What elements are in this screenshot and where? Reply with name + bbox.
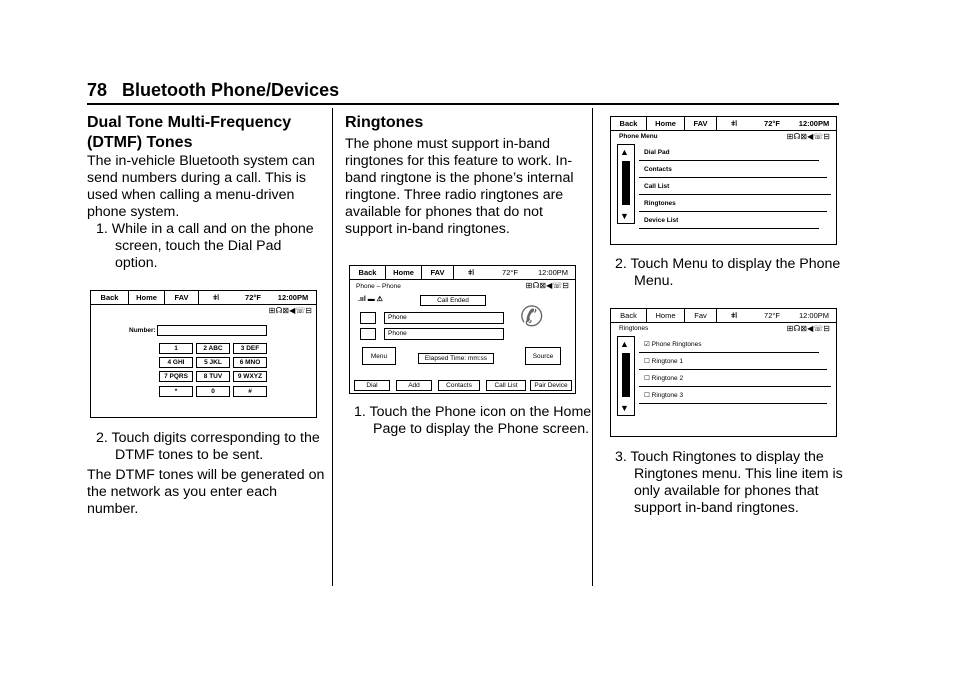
dtmf-step-2: 2. Touch digits corresponding to the DTMF tones to be sent. [96, 430, 320, 463]
scroll-down-icon[interactable]: ▼ [620, 403, 629, 413]
key-hash[interactable]: # [233, 386, 267, 397]
key-5[interactable]: 5 JKL [196, 357, 230, 368]
call-list-button[interactable]: Call List [486, 380, 526, 391]
signal-icon: ǂ⦚ [213, 293, 219, 302]
scroll-thumb[interactable] [622, 353, 630, 397]
key-9[interactable]: 9 WXYZ [233, 371, 267, 382]
contacts-button[interactable]: Contacts [438, 380, 480, 391]
handset-icon: ✆ [520, 301, 544, 332]
ringtones-step-1: 1. Touch the Phone icon on the Home Page to display the Phone screen. [354, 404, 592, 437]
signal-strength-icon: .ııl ▬ ⚠ [358, 296, 383, 303]
ringtone-item-1[interactable] [639, 353, 827, 370]
clock: 12:00PM [798, 311, 830, 320]
ringtones-step-3: 3. Touch Ringtones to display the Ringtones menu. This line item is only available for phones that support in-band ringtones. [615, 449, 843, 516]
header-rule [87, 103, 839, 105]
menu-item-contacts[interactable]: Contacts [639, 161, 827, 178]
scroll-up-icon[interactable]: ▲ [620, 147, 629, 157]
source-button[interactable]: Source [525, 347, 561, 365]
line2-icon[interactable] [360, 328, 376, 340]
ringtone-item-2[interactable] [639, 370, 831, 387]
temperature: 72°F [245, 293, 261, 302]
ringtone-label: Ringtone 1 [651, 358, 684, 365]
menu-item-ringtones[interactable]: Ringtones [639, 195, 827, 212]
clock: 12:00PM [537, 268, 569, 277]
fav-button[interactable]: FAV [685, 117, 717, 130]
scroll-up-icon[interactable]: ▲ [620, 339, 629, 349]
elapsed-time: Elapsed Time: mm:ss [418, 353, 494, 364]
back-button[interactable]: Back [611, 117, 647, 130]
fav-button[interactable]: FAV [422, 266, 454, 279]
key-7[interactable]: 7 PQRS [159, 371, 193, 382]
checkbox-checked-icon[interactable]: ☑ [644, 341, 650, 348]
scrollbar[interactable] [617, 336, 635, 416]
pair-device-button[interactable]: Pair Device [530, 380, 572, 391]
checkbox-icon[interactable]: ☐ [644, 358, 650, 365]
ringtones-intro: The phone must support in-band ringtones for this feature to work. In-band ringtone is the phone’s internal ringtone. Three radio ringtones are available for phones that do not support in-band ringtones. [345, 136, 574, 237]
section-title: Bluetooth Phone/Devices [122, 80, 340, 100]
home-button[interactable]: Home [647, 309, 685, 322]
phone-line-2[interactable]: Phone [384, 328, 504, 340]
temperature: 72°F [502, 268, 518, 277]
scroll-down-icon[interactable]: ▼ [620, 211, 629, 221]
phone-menu-screenshot [610, 116, 837, 245]
status-icons: ⊞☊⊠◀☏⊟ [786, 324, 830, 333]
dial-button[interactable]: Dial [354, 380, 390, 391]
key-0[interactable]: 0 [196, 386, 230, 397]
signal-icon: ǂ⦚ [731, 311, 737, 320]
status-icons: ⊞☊⊠◀☏⊟ [786, 132, 830, 141]
fav-button[interactable]: FAV [165, 291, 199, 304]
menu-button[interactable]: Menu [362, 347, 396, 365]
status-icons: ⊞☊⊠◀☏⊟ [268, 306, 312, 315]
scrollbar[interactable] [617, 144, 635, 224]
home-button[interactable]: Home [129, 291, 165, 304]
temperature: 72°F [764, 311, 780, 320]
fav-button[interactable]: Fav [685, 309, 717, 322]
temperature: 72°F [764, 119, 780, 128]
phone-toolbar [350, 266, 575, 280]
menu-item-call-list[interactable]: Call List [639, 178, 831, 195]
ringtone-label: Ringtone 2 [651, 375, 684, 382]
key-8[interactable]: 8 TUV [196, 371, 230, 382]
number-field[interactable] [157, 325, 267, 336]
add-button[interactable]: Add [396, 380, 432, 391]
status-icons: ⊞☊⊠◀☏⊟ [525, 281, 569, 290]
page-header [87, 80, 339, 101]
dialpad-toolbar [91, 291, 316, 305]
ringtone-label: Ringtone 3 [651, 392, 684, 399]
line1-icon[interactable] [360, 312, 376, 324]
call-status: Call Ended [420, 295, 486, 306]
checkbox-icon[interactable]: ☐ [644, 392, 650, 399]
ringtone-label: Phone Ringtones [651, 341, 702, 348]
key-1[interactable]: 1 [159, 343, 193, 354]
signal-icon: ǂ⦚ [468, 268, 474, 277]
phone-menu-title: Phone Menu [619, 133, 658, 140]
ringtones-step-2: 2. Touch Menu to display the Phone Menu. [615, 256, 841, 289]
column-divider-2 [592, 108, 593, 586]
home-button[interactable]: Home [386, 266, 422, 279]
ringtone-item-3[interactable] [639, 387, 827, 404]
dtmf-step-1: 1. While in a call and on the phone screen, touch the Dial Pad option. [96, 221, 314, 271]
back-button[interactable]: Back [91, 291, 129, 304]
back-button[interactable]: Back [350, 266, 386, 279]
ringtones-heading: Ringtones [345, 114, 424, 131]
ringtone-item-phone[interactable] [639, 336, 819, 353]
checkbox-icon[interactable]: ☐ [644, 375, 650, 382]
menu-item-device-list[interactable]: Device List [639, 212, 819, 229]
page-number: 78 [87, 80, 108, 100]
key-2[interactable]: 2 ABC [196, 343, 230, 354]
menu-toolbar [611, 117, 836, 131]
ringtones-menu-screenshot [610, 308, 837, 437]
clock: 12:00PM [277, 293, 309, 302]
home-button[interactable]: Home [647, 117, 685, 130]
phone-screen-screenshot [349, 265, 576, 394]
key-4[interactable]: 4 GHI [159, 357, 193, 368]
dialpad-screenshot [90, 290, 317, 418]
dtmf-outro: The DTMF tones will be generated on the network as you enter each number. [87, 467, 325, 517]
signal-icon: ǂ⦚ [731, 119, 737, 128]
dtmf-intro: The in-vehicle Bluetooth system can send numbers during a call. This is used when calling a menu-driven phone system. [87, 153, 315, 220]
phone-screen-title: Phone – Phone [356, 283, 401, 290]
back-button[interactable]: Back [611, 309, 647, 322]
ringtones-toolbar [611, 309, 836, 323]
ringtones-title: Ringtones [619, 325, 649, 332]
phone-line-1[interactable]: Phone [384, 312, 504, 324]
key-6[interactable]: 6 MNO [233, 357, 267, 368]
key-3[interactable]: 3 DEF [233, 343, 267, 354]
number-label: Number: [129, 327, 156, 334]
clock: 12:00PM [798, 119, 830, 128]
scroll-thumb[interactable] [622, 161, 630, 205]
dtmf-heading: Dual Tone Multi-Frequency (DTMF) Tones [87, 114, 292, 151]
key-star[interactable]: * [159, 386, 193, 397]
column-divider-1 [332, 108, 333, 586]
menu-item-dial-pad[interactable]: Dial Pad [639, 144, 819, 161]
